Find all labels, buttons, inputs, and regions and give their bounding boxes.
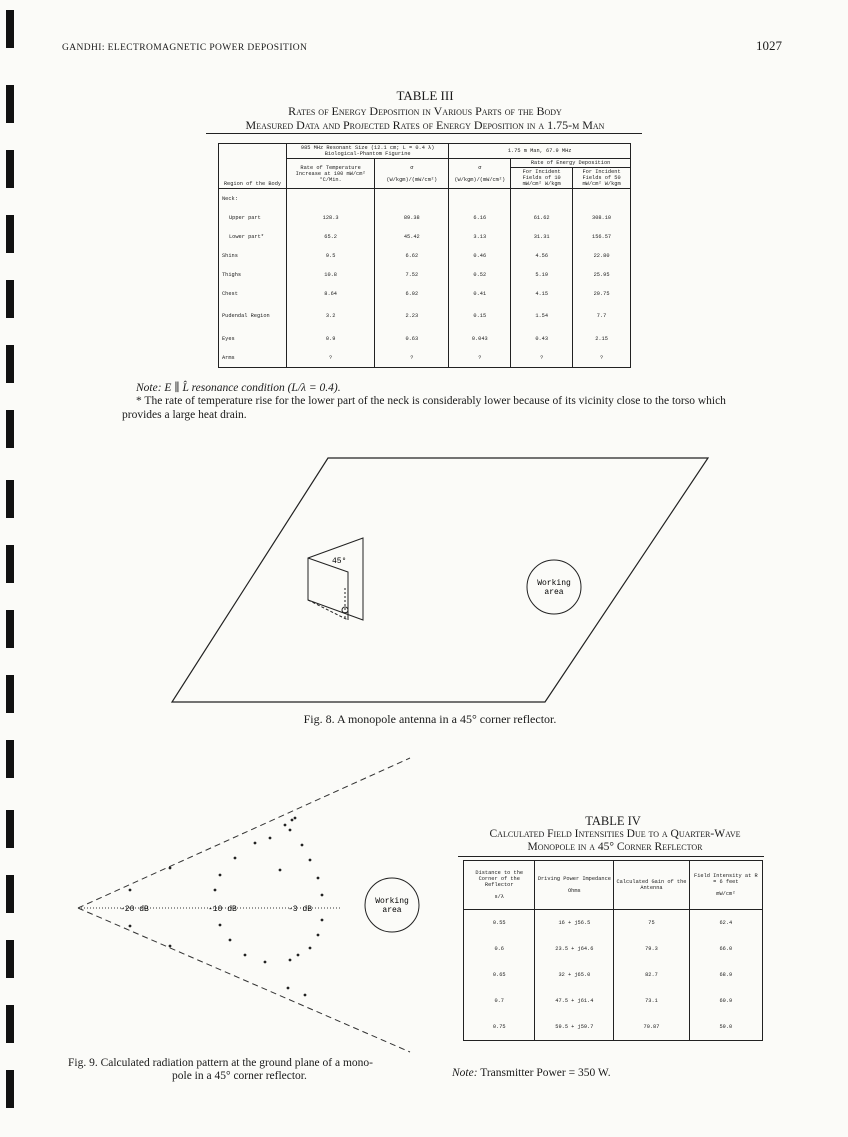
- table3-cell-s1: 6.62: [375, 246, 449, 265]
- pattern-dot: [297, 954, 300, 957]
- table3-cell-r10: 61.62: [511, 208, 573, 227]
- table3-cell-s1: 89.38: [375, 208, 449, 227]
- table4-title2: Monopole in a 45° Corner Reflector: [527, 841, 703, 853]
- col-temp: Rate of Temperature Increase at 100 mW/cm² °C/Min.: [286, 159, 374, 189]
- table3-cell-region: Pudendal Region: [219, 303, 287, 329]
- table4-cell-f: 60.9: [689, 988, 762, 1014]
- pattern-dot: [279, 869, 282, 872]
- table3-cell-r50: 20.75: [573, 284, 631, 303]
- table4-cell-g: 70.87: [614, 1014, 689, 1041]
- table4-cell-d: 0.75: [464, 1014, 535, 1041]
- table3-note2: * The rate of temperature rise for the lower part of the neck is considerably lower because of its vicinity close to the torso which provides a large heat drain.: [122, 395, 726, 421]
- fig8-diagram: [160, 450, 720, 712]
- table3-row: [219, 246, 631, 265]
- table4: [463, 860, 763, 1041]
- table3-row: [219, 265, 631, 284]
- ground-plane: [172, 458, 708, 702]
- table3-cell-r50: 156.57: [573, 227, 631, 246]
- col-10mw: For Incident Fields of 10 mW/cm² W/kgm: [511, 168, 573, 189]
- pattern-dot: [169, 945, 172, 948]
- table3-cell-r10: [511, 189, 573, 209]
- table3-cell-region: Upper part: [219, 208, 287, 227]
- table4-cell-g: 75: [614, 910, 689, 937]
- table3-title1: Rates of Energy Deposition in Various Parts of the Body: [288, 104, 562, 118]
- table3-cell-region: Lower part*: [219, 227, 287, 246]
- table3-cell-s1: 45.42: [375, 227, 449, 246]
- table3-cell-r50: [573, 189, 631, 209]
- table3-cell-s2: 6.16: [449, 208, 511, 227]
- col-50mw: For Incident Fields of 50 mW/cm² W/kgm: [573, 168, 631, 189]
- pattern-dot: [284, 824, 287, 827]
- pattern-dot: [244, 954, 247, 957]
- table4-cell-d: 0.55: [464, 910, 535, 937]
- pattern-dot: [129, 889, 132, 892]
- table3-cell-r10: ?: [511, 348, 573, 368]
- table4-label: TABLE IV: [585, 814, 641, 828]
- table4-row: [464, 1014, 763, 1041]
- table3-label: TABLE III: [396, 88, 454, 103]
- table3-note1: Note: E ∥ L̂ resonance condition (L/λ = 0.4).: [136, 382, 341, 394]
- table3-cell-temp: 10.8: [286, 265, 374, 284]
- table3-cell-s2: 0.15: [449, 303, 511, 329]
- pattern-dot: [287, 987, 290, 990]
- table3-cell-r50: 7.7: [573, 303, 631, 329]
- table4-cell-z: 16 + j56.5: [535, 910, 614, 937]
- table3-cell-r50: 25.95: [573, 265, 631, 284]
- table4-cell-f: 62.4: [689, 910, 762, 937]
- pattern-dot: [229, 939, 232, 942]
- table3-rule: [206, 133, 642, 134]
- table3-cell-r10: 4.15: [511, 284, 573, 303]
- table4-title1: Calculated Field Intensities Due to a Quarter-Wave: [489, 828, 741, 840]
- fig8-caption: Fig. 8. A monopole antenna in a 45° corner reflector.: [303, 712, 557, 726]
- fig9-working-label2: area: [382, 906, 402, 915]
- table3-cell-temp: 3.2: [286, 303, 374, 329]
- reflector-wall-lower: [78, 908, 410, 1052]
- table3-cell-r10: 5.19: [511, 265, 573, 284]
- fig8-angle-label: 45°: [332, 557, 347, 566]
- label-10db: -10 dB: [208, 905, 237, 914]
- table3-cell-region: Arms: [219, 348, 287, 368]
- table3-cell-s2: 0.043: [449, 329, 511, 348]
- table4-cell-f: 66.0: [689, 936, 762, 962]
- table3-cell-r50: 22.80: [573, 246, 631, 265]
- running-title: GANDHI: ELECTROMAGNETIC POWER DEPOSITION: [62, 43, 308, 53]
- table3-cell-temp: [286, 189, 374, 209]
- table3-cell-r10: 31.31: [511, 227, 573, 246]
- table3-cell-region: Eyes: [219, 329, 287, 348]
- table3-cell-r50: 308.10: [573, 208, 631, 227]
- pattern-dot: [309, 947, 312, 950]
- table3-cell-s2: 0.52: [449, 265, 511, 284]
- table3-cell-s1: 2.23: [375, 303, 449, 329]
- fig9-diagram: [70, 750, 430, 1060]
- table3-cell-s1: [375, 189, 449, 209]
- table4-cell-f: 68.9: [689, 962, 762, 988]
- rate-heading: Rate of Energy Deposition: [511, 159, 631, 168]
- label-3db: -3 dB: [288, 905, 313, 914]
- pattern-dot: [317, 934, 320, 937]
- table4-row: [464, 988, 763, 1014]
- reflector-back: [308, 538, 363, 620]
- table4-row: [464, 936, 763, 962]
- table3-row: [219, 227, 631, 246]
- table3-cell-temp: 128.3: [286, 208, 374, 227]
- pattern-dot: [169, 867, 172, 870]
- table4-row: [464, 910, 763, 937]
- pattern-dot: [214, 889, 217, 892]
- table3-cell-temp: 65.2: [286, 227, 374, 246]
- table3-cell-temp: ?: [286, 348, 374, 368]
- page-number: 1027: [756, 38, 782, 53]
- fig9-caption2: pole in a 45° corner reflector.: [172, 1070, 307, 1082]
- table3-cell-s2: ?: [449, 348, 511, 368]
- table4-cell-z: 23.5 + j64.6: [535, 936, 614, 962]
- group1-heading: 985 MHz Resonant Size (12.1 cm; L = 0.4 λ) Biological-Phantom Figurine: [286, 144, 448, 159]
- binder-holes: [0, 0, 20, 1137]
- t4-col-gain: Calculated Gain of the Antenna: [614, 861, 689, 910]
- col-region: Region of the Body: [219, 144, 287, 189]
- pattern-dot: [291, 819, 294, 822]
- pattern-dot: [304, 994, 307, 997]
- table4-cell-g: 79.3: [614, 936, 689, 962]
- table3-cell-s2: 0.41: [449, 284, 511, 303]
- pattern-dot: [309, 859, 312, 862]
- table3-row: [219, 284, 631, 303]
- table3-cell-region: Shins: [219, 246, 287, 265]
- table3-cell-r10: 0.43: [511, 329, 573, 348]
- table3-cell-temp: 9.5: [286, 246, 374, 265]
- pattern-dot: [219, 924, 222, 927]
- pattern-dot: [289, 829, 292, 832]
- table4-cell-g: 73.1: [614, 988, 689, 1014]
- table3-title2: Measured Data and Projected Rates of Energy Deposition in a 1.75-m Man: [245, 118, 605, 132]
- t4-col-distance: Distance to the Corner of the Reflector s/λ: [464, 861, 535, 910]
- pattern-dot: [294, 817, 297, 820]
- pattern-dot: [254, 842, 257, 845]
- table4-cell-d: 0.7: [464, 988, 535, 1014]
- table3-row: [219, 208, 631, 227]
- table3-cell-r50: ?: [573, 348, 631, 368]
- group2-heading: 1.75 m Man, 67.9 MHz: [449, 144, 631, 159]
- fig9-caption1: Fig. 9. Calculated radiation pattern at the ground plane of a mono-: [68, 1057, 373, 1069]
- pattern-dot: [321, 919, 324, 922]
- table4-rule: [458, 856, 764, 857]
- pattern-dot: [264, 961, 267, 964]
- table3-cell-s1: ?: [375, 348, 449, 368]
- col-sigma1: σ (W/kgm)/(mW/cm²): [375, 159, 449, 189]
- working-area-label1: Working: [537, 579, 571, 588]
- t4-col-field: Field Intensity at R = 6 feet mW/cm²: [689, 861, 762, 910]
- table4-cell-g: 82.7: [614, 962, 689, 988]
- pattern-dot: [321, 894, 324, 897]
- table4-cell-d: 0.65: [464, 962, 535, 988]
- table3-row: [219, 329, 631, 348]
- table3-row: [219, 348, 631, 368]
- table3-cell-s1: 0.63: [375, 329, 449, 348]
- table4-cell-z: 59.5 + j59.7: [535, 1014, 614, 1041]
- table4-row: [464, 962, 763, 988]
- table3-cell-region: Chest: [219, 284, 287, 303]
- pattern-dot: [317, 877, 320, 880]
- table4-cell-z: 47.5 + j61.4: [535, 988, 614, 1014]
- pattern-dot: [219, 874, 222, 877]
- reflector-wall-upper: [78, 758, 410, 908]
- pattern-dot: [269, 837, 272, 840]
- table3-cell-r10: 4.56: [511, 246, 573, 265]
- table4-cell-f: 59.0: [689, 1014, 762, 1041]
- table3-cell-region: Thighs: [219, 265, 287, 284]
- table3-cell-s2: [449, 189, 511, 209]
- table3-cell-temp: 8.64: [286, 284, 374, 303]
- table3: [218, 143, 631, 368]
- fig9-working-label1: Working: [375, 897, 409, 906]
- table4-cell-z: 32 + j65.0: [535, 962, 614, 988]
- table3-cell-temp: 0.9: [286, 329, 374, 348]
- table3-row: [219, 189, 631, 209]
- table3-row: [219, 303, 631, 329]
- table3-cell-region: Neck:: [219, 189, 287, 209]
- table3-cell-s2: 0.46: [449, 246, 511, 265]
- table4-note: Note: Transmitter Power = 350 W.: [452, 1067, 611, 1079]
- table3-cell-s1: 6.02: [375, 284, 449, 303]
- pattern-dot: [289, 959, 292, 962]
- label-20db: -20 dB: [120, 905, 149, 914]
- table3-cell-r50: 2.15: [573, 329, 631, 348]
- pattern-dot: [129, 925, 132, 928]
- table3-cell-s2: 3.13: [449, 227, 511, 246]
- table3-cell-s1: 7.52: [375, 265, 449, 284]
- table4-cell-d: 0.6: [464, 936, 535, 962]
- col-sigma2: σ (W/kgm)/(mW/cm²): [449, 159, 511, 189]
- pattern-dot: [234, 857, 237, 860]
- working-area-label2: area: [544, 588, 564, 597]
- table3-cell-r10: 1.54: [511, 303, 573, 329]
- pattern-dot: [301, 844, 304, 847]
- t4-col-impedance: Driving Power Impedance Ohms: [535, 861, 614, 910]
